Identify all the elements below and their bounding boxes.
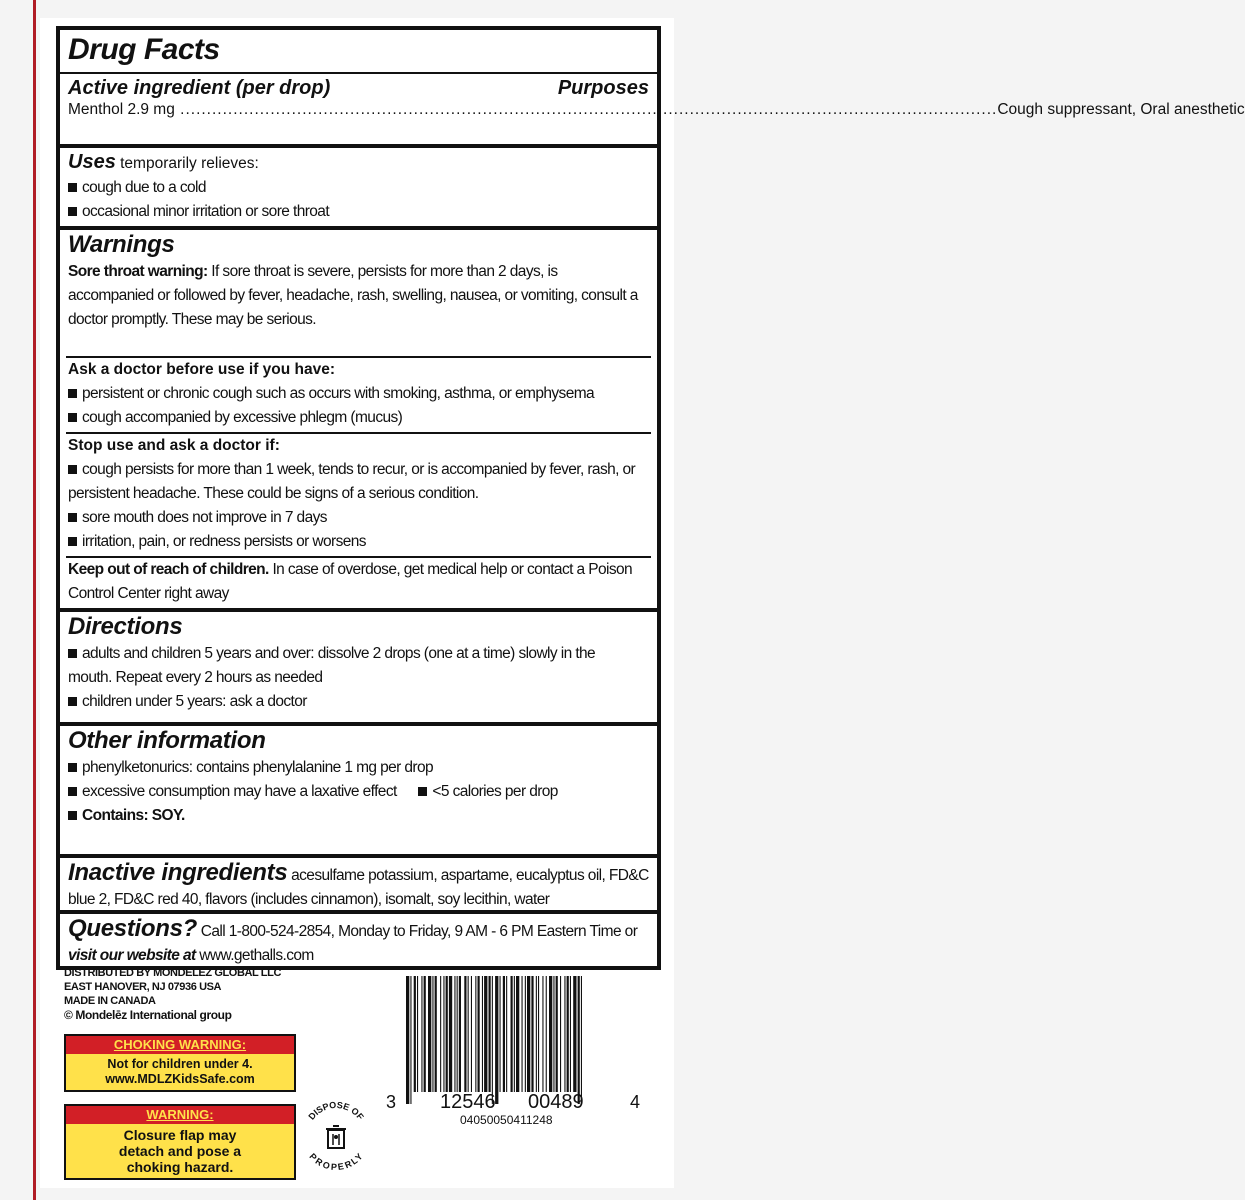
active-ingredient-heading: Active ingredient (per drop) — [68, 77, 331, 99]
left-margin — [0, 0, 34, 1200]
list-item: Contains: SOY. — [68, 804, 649, 828]
dispose-bottom-text: PROPERLY — [307, 1151, 365, 1172]
questions-text: Call 1-800-524-2854, Monday to Friday, 9 AM - 6 PM Eastern Time or — [200, 923, 638, 940]
list-item: children under 5 years: ask a doctor — [68, 690, 649, 714]
barcode-bar — [484, 976, 487, 1092]
list-item: cough due to a cold — [68, 176, 649, 200]
barcode-bar — [410, 976, 411, 1104]
inactive-text: acesulfame potassium, aspartame, eucalyptus oil, FD&C — [291, 867, 649, 884]
list-item: irritation, pain, or redness persists or worsens — [68, 530, 649, 554]
warning-text: If sore throat is severe, persists for more than 2 days, is — [211, 263, 558, 280]
inactive-ingredients-section — [60, 858, 657, 912]
keep-out-text: Control Center right away — [68, 585, 229, 602]
barcode-bar — [435, 976, 437, 1092]
dispose-top-text: DISPOSE OF — [306, 1099, 366, 1122]
distributor-line: EAST HANOVER, NJ 07936 USA — [64, 981, 222, 993]
barcode-bar — [525, 976, 526, 1092]
website-label: visit our website at — [68, 947, 196, 964]
keep-out-section — [60, 558, 657, 606]
barcode-bar — [560, 976, 561, 1092]
barcode-bar — [417, 976, 418, 1092]
barcode-bar — [516, 976, 519, 1092]
barcode-bar — [553, 976, 554, 1092]
closure-warning-text: detach and pose a — [118, 1143, 242, 1159]
barcode-bar — [471, 976, 472, 1092]
barcode-bar — [506, 976, 507, 1092]
drug-facts-header — [60, 30, 657, 70]
purposes-heading: Purposes — [557, 77, 649, 99]
distributor-info — [64, 966, 281, 1022]
barcode-bar — [500, 976, 501, 1092]
barcode-bar — [567, 976, 569, 1092]
barcode-left-digit: 3 — [386, 1092, 397, 1112]
active-ingredient-section — [60, 76, 1245, 120]
barcode-bar — [564, 976, 565, 1092]
barcode-bar — [454, 976, 455, 1092]
barcode-bar — [428, 976, 431, 1092]
barcode-bar — [536, 976, 537, 1092]
barcode-bar — [468, 976, 469, 1092]
barcode-bar — [527, 976, 530, 1092]
distributor-line: DISTRIBUTED BY MONDELEZ GLOBAL LLC — [64, 967, 281, 979]
choking-warning-heading: CHOKING WARNING: — [66, 1036, 294, 1054]
divider — [60, 144, 657, 148]
barcode-bar — [570, 976, 571, 1092]
barcode-bar — [538, 976, 539, 1092]
barcode-bar — [489, 976, 491, 1092]
list-item: cough accompanied by excessive phlegm (mucus) — [68, 406, 649, 430]
barcode-bar — [475, 976, 476, 1092]
barcode-bar — [457, 976, 458, 1092]
questions-heading: Questions? — [68, 915, 198, 942]
directions-heading: Directions — [68, 613, 183, 640]
website-url: www.gethalls.com — [199, 947, 314, 964]
dispose-properly-seal — [298, 1096, 374, 1172]
list-item: cough persists for more than 1 week, tends to recur, or is accompanied by fever, rash, or — [68, 458, 649, 482]
distributor-line: MADE IN CANADA — [64, 995, 156, 1007]
barcode-bar — [446, 976, 448, 1092]
choking-warning-text: Not for children under 4. — [107, 1057, 253, 1071]
stop-use-section — [60, 434, 657, 554]
barcode-bar — [546, 976, 547, 1092]
barcode-bars — [368, 976, 650, 1126]
list-item: sore mouth does not improve in 7 days — [68, 506, 649, 530]
barcode-bar — [492, 976, 493, 1104]
other-info-heading: Other information — [68, 727, 266, 754]
barcode-bar — [478, 976, 480, 1092]
barcode-bar — [556, 976, 558, 1092]
warnings-section — [60, 230, 657, 332]
upc-barcode — [368, 976, 650, 1126]
ingredient-purpose: Cough suppressant, Oral anesthetic — [997, 101, 1245, 118]
barcode-bar — [549, 976, 552, 1092]
barcode-bar — [421, 976, 422, 1092]
barcode-bar — [440, 976, 441, 1092]
keep-out-label: Keep out of reach of children. — [68, 561, 269, 578]
drug-facts-panel — [56, 26, 1245, 970]
ask-doctor-label: Ask a doctor before use if you have: — [68, 361, 336, 378]
closure-warning-text: choking hazard. — [126, 1159, 234, 1175]
warning-text: accompanied or followed by fever, headache, rash, swelling, nausea, or vomiting, consult a — [68, 287, 638, 304]
list-item: persistent or chronic cough such as occurs with smoking, asthma, or emphysema — [68, 382, 649, 406]
barcode-bar — [414, 976, 416, 1092]
warning-text: doctor promptly. These may be serious. — [68, 311, 316, 328]
barcode-bar — [511, 976, 513, 1092]
barcode-bar — [406, 976, 409, 1104]
inactive-heading: Inactive ingredients — [68, 859, 288, 886]
barcode-bar — [503, 976, 505, 1092]
barcode-bar — [432, 976, 433, 1092]
choking-warning-text: www.MDLZKidsSafe.com — [105, 1072, 255, 1086]
barcode-bar — [581, 976, 582, 1104]
warnings-heading: Warnings — [68, 231, 175, 258]
label-card — [40, 18, 1245, 1188]
distributor-line: © Mondelēz International group — [64, 1008, 232, 1022]
barcode-bar — [542, 976, 543, 1092]
barcode-bar — [573, 976, 576, 1092]
barcode-bar — [424, 976, 426, 1092]
barcode-bar — [449, 976, 452, 1092]
barcode-bar — [443, 976, 444, 1092]
barcode-bar — [531, 976, 533, 1092]
closure-warning-box — [64, 1104, 296, 1180]
barcode-code-number: 04050050411248 — [460, 1113, 553, 1127]
ingredient-name: Menthol 2.9 mg — [68, 101, 175, 118]
leader-dots: .......................................................................................................................................................... — [174, 101, 998, 118]
barcode-bar — [495, 976, 498, 1104]
list-item: excessive consumption may have a laxative effect <5 calories per drop — [68, 780, 649, 804]
barcode-bar — [578, 976, 580, 1104]
list-item: phenylketonurics: contains phenylalanine 1 mg per drop — [68, 756, 649, 780]
ask-doctor-section — [60, 358, 657, 430]
list-item-continued: mouth. Repeat every 2 hours as needed — [68, 669, 323, 686]
list-item: adults and children 5 years and over: dissolve 2 drops (one at a time) slowly in the — [68, 642, 649, 666]
sore-throat-label: Sore throat warning: — [68, 263, 208, 280]
barcode-bar — [482, 976, 483, 1092]
stop-use-label: Stop use and ask a doctor if: — [68, 437, 280, 454]
barcode-bar — [459, 976, 461, 1092]
divider — [60, 72, 657, 74]
list-item-continued: persistent headache. These could be signs of a serious condition. — [68, 485, 479, 502]
uses-section — [60, 150, 657, 224]
closure-warning-text: Closure flap may — [123, 1127, 237, 1143]
other-info-section — [60, 726, 657, 828]
barcode-left-group: 12546 — [440, 1091, 496, 1113]
list-item: occasional minor irritation or sore throat — [68, 200, 649, 224]
uses-heading: Uses — [68, 151, 116, 173]
barcode-right-group: 00489 — [528, 1091, 584, 1113]
drug-facts-title: Drug Facts — [68, 33, 220, 66]
inactive-text: blue 2, FD&C red 40, flavors (includes cinnamon), isomalt, soy lecithin, water — [68, 891, 550, 908]
barcode-right-digit: 4 — [630, 1092, 641, 1112]
directions-section — [60, 612, 657, 714]
barcode-bar — [464, 976, 466, 1092]
barcode-bar — [514, 976, 515, 1092]
barcode-bar — [522, 976, 523, 1092]
closure-warning-heading: WARNING: — [66, 1106, 294, 1124]
keep-out-text: In case of overdose, get medical help or contact a Poison — [272, 561, 633, 578]
questions-section — [60, 914, 657, 968]
uses-intro: temporarily relieves: — [120, 155, 259, 172]
choking-warning-box — [64, 1034, 296, 1092]
red-edge-line — [33, 0, 36, 1200]
